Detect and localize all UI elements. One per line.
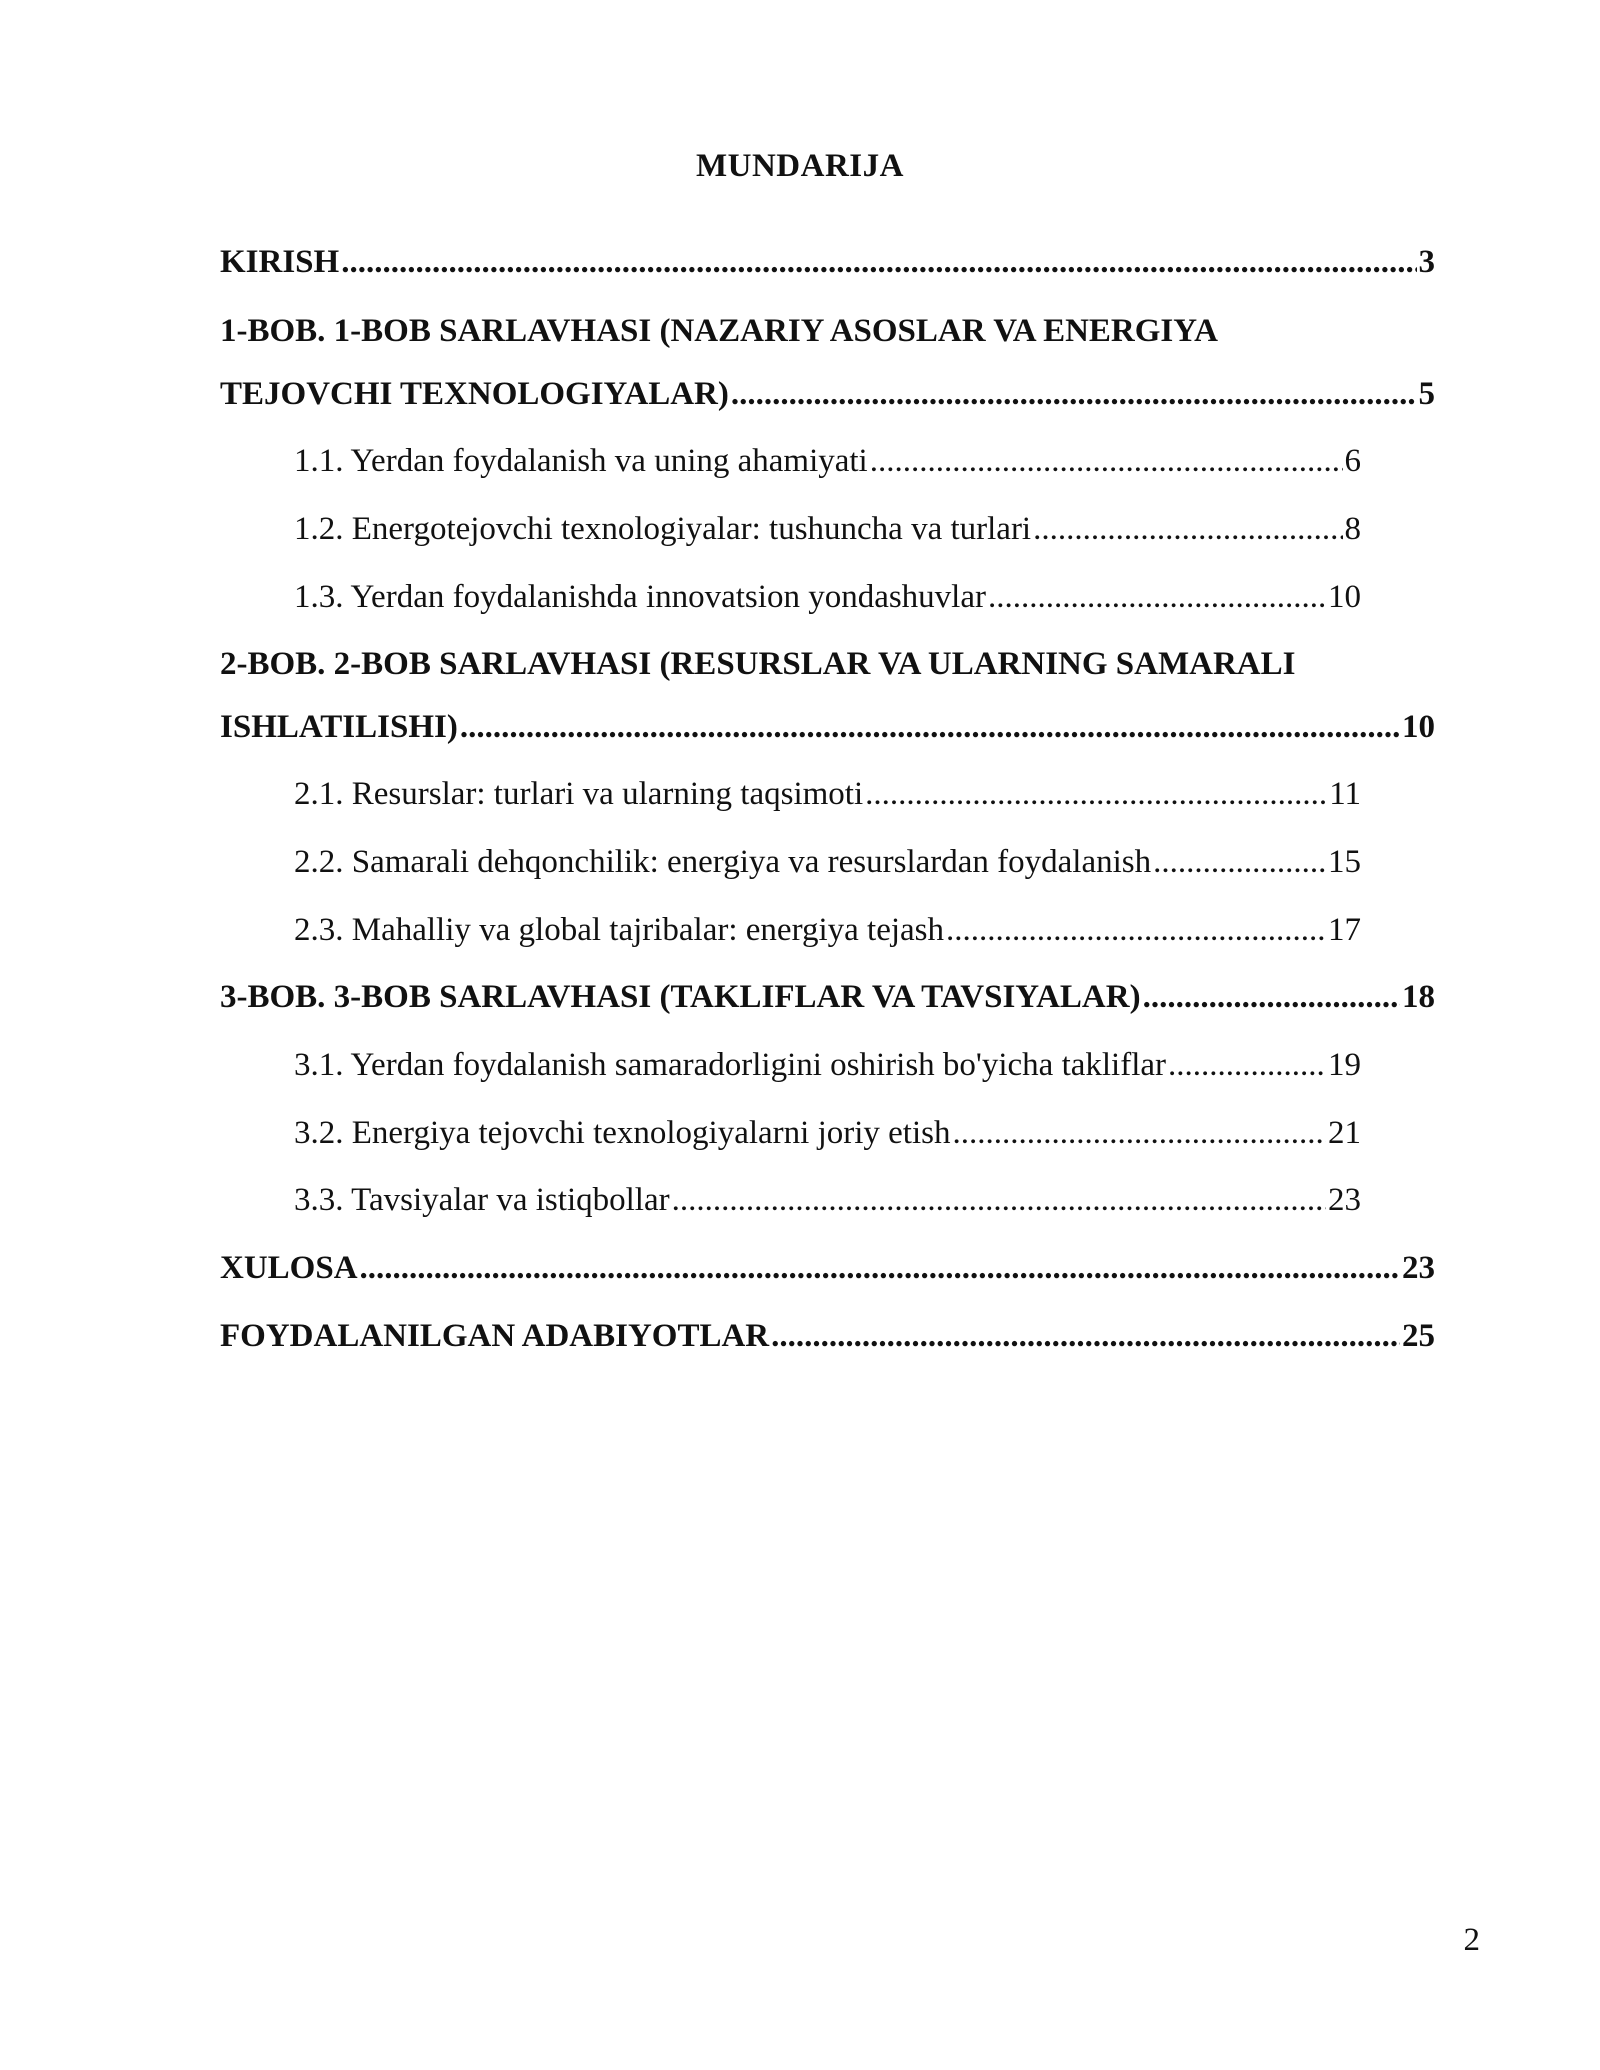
toc-entry-page: 6 xyxy=(1344,443,1361,479)
toc-entry-xulosa[interactable] xyxy=(220,1248,1435,1288)
toc-entry-kirish[interactable] xyxy=(220,242,1435,282)
toc-entry-section-3-2[interactable] xyxy=(294,1113,1361,1153)
toc-entry-section-1-2[interactable] xyxy=(294,509,1361,549)
toc-entry-section-3-1[interactable] xyxy=(294,1045,1361,1085)
toc-entry-label: 3.1. Yerdan foydalanish samaradorligini oshirish bo'yicha takliflar xyxy=(294,1047,1167,1083)
toc-entry-label: 2.2. Samarali dehqonchilik: energiya va resurslardan foydalanish xyxy=(294,844,1152,880)
toc-entry-section-2-3[interactable] xyxy=(294,910,1361,950)
toc-entry-label: TEJOVCHI TEXNOLOGIYALAR) xyxy=(220,376,729,412)
toc-entry-chapter-1[interactable] xyxy=(220,374,1435,414)
dot-leader xyxy=(360,1248,1400,1288)
toc-entry-section-2-2[interactable] xyxy=(294,842,1361,882)
toc-entry-label: KIRISH xyxy=(220,244,340,280)
toc-entry-label: XULOSA xyxy=(220,1250,358,1286)
toc-entry-references[interactable] xyxy=(220,1316,1435,1356)
toc-entry-page: 25 xyxy=(1402,1318,1435,1354)
toc-entry-chapter-2-line1[interactable] xyxy=(220,644,1435,684)
dot-leader xyxy=(341,242,1416,282)
toc-entry-label: 3.2. Energiya tejovchi texnologiyalarni joriy etish xyxy=(294,1115,951,1151)
dot-leader xyxy=(988,577,1326,617)
dot-leader xyxy=(460,707,1400,747)
toc-entry-label: 1.1. Yerdan foydalanish va uning ahamiyati xyxy=(294,443,868,479)
toc-entry-label: ISHLATILISHI) xyxy=(220,709,458,745)
toc-entry-page: 21 xyxy=(1328,1115,1361,1151)
toc-entry-page: 19 xyxy=(1328,1047,1361,1083)
toc-entry-page: 15 xyxy=(1328,844,1361,880)
toc-heading: MUNDARIJA xyxy=(696,148,904,184)
toc-entry-label: 3.3. Tavsiyalar va istiqbollar xyxy=(294,1182,670,1218)
toc-entry-page: 8 xyxy=(1344,511,1361,547)
toc-entry-section-1-1[interactable] xyxy=(294,441,1361,481)
dot-leader xyxy=(1153,842,1326,882)
toc-entry-label: 2.1. Resurslar: turlari va ularning taqsimoti xyxy=(294,776,864,812)
toc-entry-label: 1.2. Energotejovchi texnologiyalar: tushuncha va turlari xyxy=(294,511,1032,547)
toc-entry-label: FOYDALANILGAN ADABIYOTLAR xyxy=(220,1318,770,1354)
page-number: 2 xyxy=(1463,1922,1480,1958)
toc-entry-section-3-3[interactable] xyxy=(294,1180,1361,1220)
dot-leader xyxy=(1033,509,1342,549)
toc-entry-page: 17 xyxy=(1328,912,1361,948)
dot-leader xyxy=(1143,977,1400,1017)
dot-leader xyxy=(771,1316,1400,1356)
dot-leader xyxy=(1168,1045,1326,1085)
dot-leader xyxy=(953,1113,1327,1153)
toc-entry-section-1-3[interactable] xyxy=(294,577,1361,617)
toc-entry-page: 23 xyxy=(1328,1182,1361,1218)
toc-entry-page: 11 xyxy=(1329,776,1361,812)
toc-entry-chapter-1-line1[interactable] xyxy=(220,311,1435,351)
toc-entry-label: 3-BOB. 3-BOB SARLAVHASI (TAKLIFLAR VA TAVSIYALAR) xyxy=(220,979,1141,1015)
toc-entry-page: 18 xyxy=(1402,979,1435,1015)
toc-entry-label: 1-BOB. 1-BOB SARLAVHASI (NAZARIY ASOSLAR VA ENERGIYA xyxy=(220,313,1218,349)
dot-leader xyxy=(672,1180,1326,1220)
toc-entry-page: 10 xyxy=(1328,579,1361,615)
toc-entry-chapter-3[interactable] xyxy=(220,977,1435,1017)
toc-entry-page: 23 xyxy=(1402,1250,1435,1286)
toc-entry-chapter-2[interactable] xyxy=(220,707,1435,747)
dot-leader xyxy=(731,374,1417,414)
toc-entry-label: 2.3. Mahalliy va global tajribalar: energiya tejash xyxy=(294,912,945,948)
toc-entry-page: 3 xyxy=(1418,244,1435,280)
toc-entry-label: 2-BOB. 2-BOB SARLAVHASI (RESURSLAR VA ULARNING SAMARALI xyxy=(220,646,1296,682)
toc-entry-section-2-1[interactable] xyxy=(294,774,1361,814)
toc-entry-label: 1.3. Yerdan foydalanishda innovatsion yondashuvlar xyxy=(294,579,986,615)
toc-entry-page: 5 xyxy=(1418,376,1435,412)
toc-entry-page: 10 xyxy=(1402,709,1435,745)
dot-leader xyxy=(946,910,1326,950)
dot-leader xyxy=(870,441,1343,481)
dot-leader xyxy=(865,774,1327,814)
